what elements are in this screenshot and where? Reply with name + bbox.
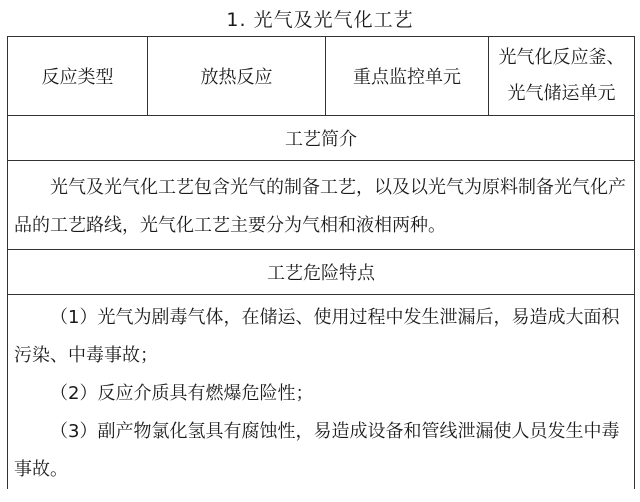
monitor-unit-value bbox=[489, 37, 635, 116]
monitor-unit-line-2: 光气储运单元 bbox=[507, 83, 616, 104]
hazard-item-3: （3）副产物氯化氢具有腐蚀性，易造成设备和管线泄漏使人员发生中毒事故。 bbox=[14, 421, 620, 480]
hazard-row bbox=[8, 295, 635, 490]
hazard-item-1: （1）光气为剧毒气体，在储运、使用过程中发生泄漏后，易造成大面积污染、中毒事故； bbox=[14, 307, 620, 366]
intro-cell bbox=[8, 161, 635, 250]
reaction-type-label: 反应类型 bbox=[8, 37, 148, 116]
intro-row bbox=[8, 161, 635, 250]
hazard-header-row bbox=[8, 250, 635, 295]
intro-header: 工艺简介 bbox=[8, 116, 635, 161]
reaction-type-row bbox=[8, 37, 635, 116]
intro-header-row bbox=[8, 116, 635, 161]
reaction-type-value: 放热反应 bbox=[148, 37, 326, 116]
hazard-item-2: （2）反应介质具有燃爆危险性； bbox=[50, 383, 314, 404]
process-table bbox=[7, 36, 635, 489]
hazard-header: 工艺危险特点 bbox=[8, 250, 635, 295]
document-title: 1. 光气及光气化工艺 bbox=[226, 8, 414, 31]
intro-text: 光气及光气化工艺包含光气的制备工艺，以及以光气为原料制备光气化产品的工艺路线，光气化工艺主要分为气相和液相两种。 bbox=[14, 177, 626, 236]
monitor-unit-line-1: 光气化反应釜、 bbox=[498, 47, 625, 68]
hazard-cell bbox=[8, 295, 635, 490]
monitor-unit-label: 重点监控单元 bbox=[326, 37, 489, 116]
